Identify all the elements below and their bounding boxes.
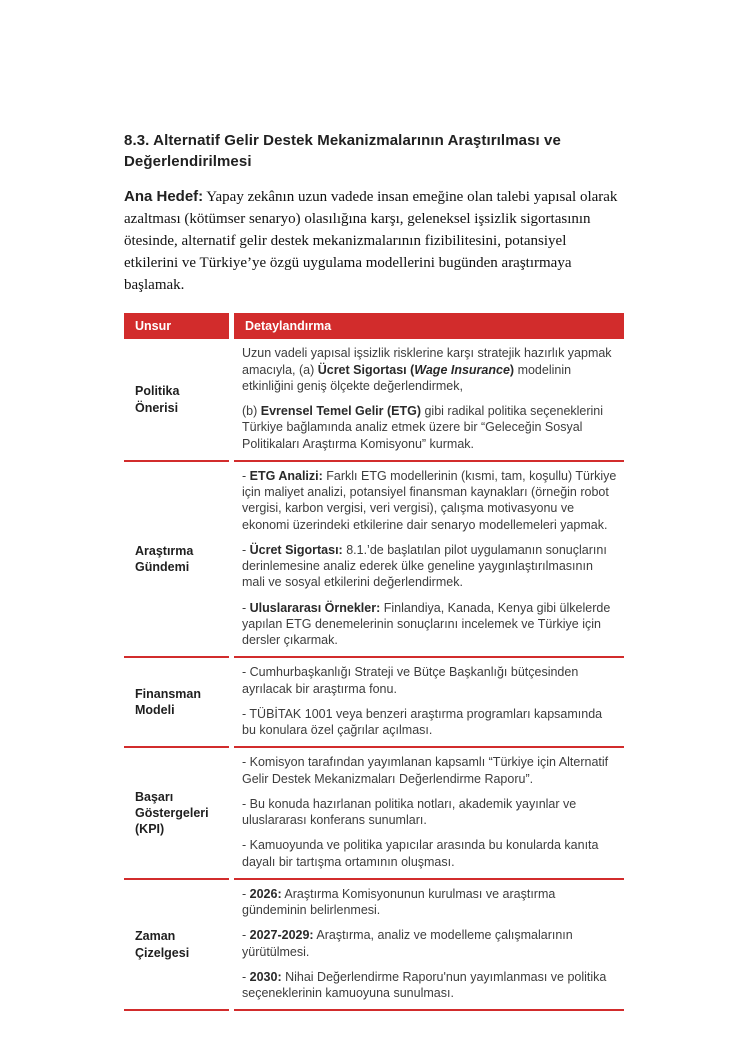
text-segment: Araştırma, analiz ve modelleme çalışmalarının yürütülmesi. xyxy=(242,928,573,959)
text-segment: - Kamuoyunda ve politika yapıcılar arasında bu konularda kanıta dayalı bir tartışma ortamının oluşması. xyxy=(242,838,599,869)
text-segment: ) xyxy=(509,362,515,377)
table-header-detaylandirma: Detaylandırma xyxy=(234,313,624,339)
detail-table xyxy=(124,313,624,1011)
detail-paragraph xyxy=(242,886,618,919)
text-segment: 2030: xyxy=(249,969,282,984)
row-label-text: Başarı Göstergeleri (KPI) xyxy=(135,789,209,837)
detail-paragraph xyxy=(242,345,618,394)
page-content xyxy=(124,130,624,1011)
row-label xyxy=(124,339,229,462)
row-label xyxy=(124,748,229,880)
text-segment: - xyxy=(242,928,250,943)
row-label xyxy=(124,462,229,659)
text-segment: Wage Insurance xyxy=(414,362,510,377)
table-header-unsur: Unsur xyxy=(124,313,229,339)
row-label xyxy=(124,880,229,1012)
text-segment: Uluslararası Örnekler: xyxy=(249,600,381,615)
table-row xyxy=(124,748,624,880)
text-segment: modelinin etkinliğini geniş ölçekte değerlendirmek, xyxy=(242,362,572,393)
row-label-text: Finansman Modeli xyxy=(135,687,201,718)
text-segment: - xyxy=(242,542,250,557)
text-segment: ETG Analizi: xyxy=(249,468,323,483)
text-segment: - Bu konuda hazırlanan politika notları, akademik yayınlar ve uluslararası konferans sunumları. xyxy=(242,796,577,828)
detail-paragraph xyxy=(242,837,618,870)
text-segment: - xyxy=(242,969,250,984)
text-segment: 2027-2029: xyxy=(249,928,314,943)
table-row xyxy=(124,339,624,462)
text-segment: Evrensel Temel Gelir (ETG) xyxy=(260,404,421,419)
detail-paragraph xyxy=(242,754,618,787)
text-segment: - xyxy=(242,468,250,483)
table-row xyxy=(124,462,624,659)
text-segment: - xyxy=(242,886,250,901)
text-segment: 8.1.’de başlatılan pilot uygulamanın sonuçlarını derinlemesine analiz ederek ülke geneline yaygınlaştırılmasının mali ve sosyal etkilerini değerlendirmek. xyxy=(242,542,607,590)
row-detail xyxy=(234,880,624,1012)
row-detail xyxy=(234,658,624,748)
detail-paragraph xyxy=(242,796,618,829)
detail-paragraph xyxy=(242,969,618,1002)
detail-paragraph xyxy=(242,468,618,533)
detail-paragraph xyxy=(242,542,618,591)
text-segment: Farklı ETG modellerinin (kısmi, tam, koşullu) Türkiye için maliyet analizi, potansiyel finansman kaynakları (örneğin robot vergisi, karbon vergisi, veri vergisi), çalışma motivasyonu ve ekonomi üzerindeki etkilerine dair senaryo modellemeleri yapmak. xyxy=(242,468,617,532)
table-header-row xyxy=(124,313,624,339)
section-heading: 8.3. Alternatif Gelir Destek Mekanizmalarının Araştırılması ve Değerlendirilmesi xyxy=(124,132,561,170)
text-segment: (b) xyxy=(242,404,261,419)
text-segment: Finlandiya, Kanada, Kenya gibi ülkelerde yapılan ETG denemelerinin sonuçlarını incelemek ve Türkiye için dersler çıkarmak. xyxy=(242,600,611,648)
detail-paragraph xyxy=(242,664,618,697)
text-segment: 2026: xyxy=(249,886,282,901)
intro-body-text: Yapay zekânın uzun vadede insan emeğine olan talebi yapısal olarak azaltması (kötümser senaryo) olasılığına karşı, geleneksel işsizlik sigortasının ötesinde, alternatif gelir destek mekanizmalarının fizibilitesini, potansiyel etkilerini ve Türkiye’ye özgü uygulama modellerini bugünden araştırmaya başlamak. xyxy=(124,189,618,293)
text-segment: - Cumhurbaşkanlığı Strateji ve Bütçe Başkanlığı bütçesinden ayrılacak bir araştırma fonu. xyxy=(242,665,579,696)
text-segment: gibi radikal politika seçeneklerini Türkiye bağlamında analiz etmek üzere bir “Geleceğin Sosyal Politikaları Araştırma Komisyonu” kurmak. xyxy=(242,404,604,451)
row-detail xyxy=(234,462,624,659)
table-rows xyxy=(124,339,624,1011)
detail-paragraph xyxy=(242,706,618,739)
row-detail xyxy=(234,339,624,462)
detail-paragraph xyxy=(242,403,618,452)
row-label-text: Politika Önerisi xyxy=(135,384,180,415)
text-segment: - Komisyon tarafından yayımlanan kapsamlı “Türkiye için Alternatif Gelir Destek Mekanizmaları Değerlendirme Raporu”. xyxy=(242,755,609,786)
intro-lead-label: Ana Hedef: xyxy=(124,188,204,205)
intro-paragraph xyxy=(124,186,624,296)
row-label-text: Araştırma Gündemi xyxy=(135,543,194,575)
row-label-text: Zaman Çizelgesi xyxy=(135,929,190,960)
text-segment: - xyxy=(242,600,250,615)
text-segment: Nihai Değerlendirme Raporu'nun yayımlanması ve politika seçeneklerinin kamuoyuna sunulması. xyxy=(242,969,607,1001)
text-segment: Ücret Sigortası: xyxy=(249,542,343,557)
text-segment: Uzun vadeli yapısal işsizlik risklerine karşı stratejik hazırlık yapmak amacıyla, (a) xyxy=(242,346,612,377)
detail-paragraph xyxy=(242,927,618,960)
text-segment: - TÜBİTAK 1001 veya benzeri araştırma programları kapsamında bu konulara özel çağrılar açılması. xyxy=(242,706,603,738)
text-segment: Araştırma Komisyonunun kurulması ve araştırma gündeminin belirlenmesi. xyxy=(242,886,556,918)
table-row xyxy=(124,658,624,748)
table-row xyxy=(124,880,624,1012)
row-label xyxy=(124,658,229,748)
row-detail xyxy=(234,748,624,880)
text-segment: Ücret Sigortası ( xyxy=(317,362,415,377)
detail-paragraph xyxy=(242,600,618,649)
